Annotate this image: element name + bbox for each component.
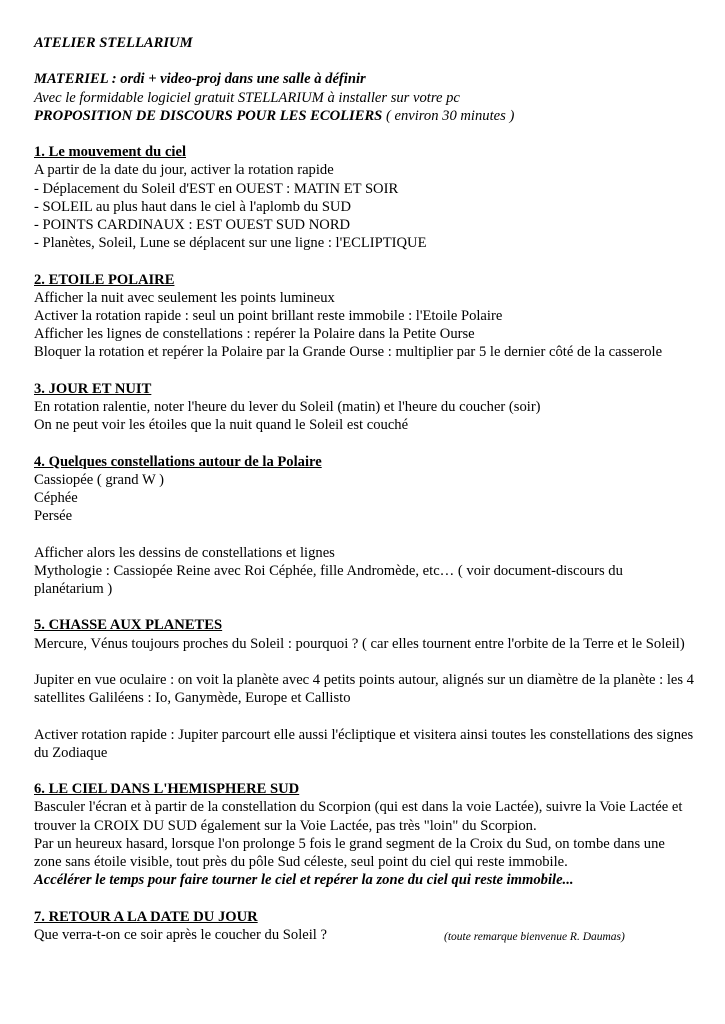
logiciel-line: Avec le formidable logiciel gratuit STELLARIUM à installer sur votre pc bbox=[34, 89, 460, 106]
section-6-heading: 6. LE CIEL DANS L'HEMISPHERE SUD bbox=[34, 781, 300, 798]
section-5-paragraph: Jupiter en vue oculaire : on voit la planète avec 4 petits points autour, alignés sur un diamètre de la planète : les 4 satellites Galiléens : Io, Ganymède, Europe et Callisto bbox=[34, 671, 694, 707]
proposition-line bbox=[34, 107, 694, 125]
section-1-line: - POINTS CARDINAUX : EST OUEST SUD NORD bbox=[34, 217, 351, 233]
constellation-item: Céphée bbox=[34, 490, 78, 506]
section-3-line: On ne peut voir les étoiles que la nuit quand le Soleil est couché bbox=[34, 417, 409, 434]
section-5-paragraph: Mercure, Vénus toujours proches du Soleil : pourquoi ? ( car elles tournent entre l'orbite de la Terre et le Soleil) bbox=[34, 635, 685, 652]
closing-question: Que verra-t-on ce soir après le coucher du Soleil ? bbox=[34, 926, 327, 943]
proposition-bold: PROPOSITION DE DISCOURS POUR LES ECOLIERS bbox=[34, 107, 383, 124]
section-6-paragraph: Basculer l'écran et à partir de la constellation du Scorpion (qui est dans la voie Lactée), suivre la Voie Lactée et trouver la CROIX DU SUD également sur la Voie Lactée, pas très "loin" du Scorpion. bbox=[34, 799, 683, 834]
section-2-line: Afficher la nuit avec seulement les points lumineux bbox=[34, 289, 335, 306]
section-4-line: Mythologie : Cassiopée Reine avec Roi Céphée, fille Andromède, etc… ( voir document-discours du planétarium ) bbox=[34, 562, 623, 597]
section-6-emphasis: Accélérer le temps pour faire tourner le ciel et repérer la zone du ciel qui reste immobile... bbox=[34, 872, 574, 889]
section-1-line: A partir de la date du jour, activer la rotation rapide bbox=[34, 162, 334, 179]
section-3-heading: 3. JOUR ET NUIT bbox=[34, 380, 152, 397]
section-2-line: Bloquer la rotation et repérer la Polaire par la Grande Ourse : multiplier par 5 le dernier côté de la casserole bbox=[34, 344, 663, 361]
section-2-heading: 2. ETOILE POLAIRE bbox=[34, 271, 175, 288]
section-2-line: Activer la rotation rapide : seul un point brillant reste immobile : l'Etoile Polaire bbox=[34, 308, 503, 324]
section-2-line: Afficher les lignes de constellations : repérer la Polaire dans la Petite Ourse bbox=[34, 326, 475, 343]
section-6-paragraph: Par un heureux hasard, lorsque l'on prolonge 5 fois le grand segment de la Croix du Sud, on tombe dans une zone sans étoile visible, tout près du pôle Sud céleste, seul point du ciel qui reste immobile. bbox=[34, 835, 665, 870]
section-1-line: - Déplacement du Soleil d'EST en OUEST : MATIN ET SOIR bbox=[34, 180, 399, 197]
proposition-duration: ( environ 30 minutes ) bbox=[382, 107, 515, 124]
closing-line bbox=[34, 926, 694, 944]
constellation-item: Persée bbox=[34, 508, 73, 525]
document-page bbox=[34, 34, 694, 944]
section-1-heading: 1. Le mouvement du ciel bbox=[34, 144, 187, 161]
section-1-line: - Planètes, Soleil, Lune se déplacent sur une ligne : l'ECLIPTIQUE bbox=[34, 235, 427, 252]
materiel-line: MATERIEL : ordi + video-proj dans une salle à définir bbox=[34, 71, 366, 88]
section-5-heading: 5. CHASSE AUX PLANETES bbox=[34, 617, 223, 634]
constellation-item: Cassiopée ( grand W ) bbox=[34, 471, 164, 488]
section-4-line: Afficher alors les dessins de constellations et lignes bbox=[34, 544, 335, 561]
section-1-line: - SOLEIL au plus haut dans le ciel à l'aplomb du SUD bbox=[34, 198, 352, 215]
section-3-line: En rotation ralentie, noter l'heure du lever du Soleil (matin) et l'heure du coucher (soir) bbox=[34, 399, 541, 415]
section-7-heading: 7. RETOUR A LA DATE DU JOUR bbox=[34, 908, 258, 925]
signature-note: (toute remarque bienvenue R. Daumas) bbox=[444, 930, 625, 943]
section-4-heading: 4. Quelques constellations autour de la Polaire bbox=[34, 453, 322, 470]
document-title: ATELIER STELLARIUM bbox=[34, 35, 193, 51]
section-5-paragraph: Activer rotation rapide : Jupiter parcourt elle aussi l'écliptique et visitera ainsi toutes les constellations des signes du Zodiaque bbox=[34, 726, 694, 761]
